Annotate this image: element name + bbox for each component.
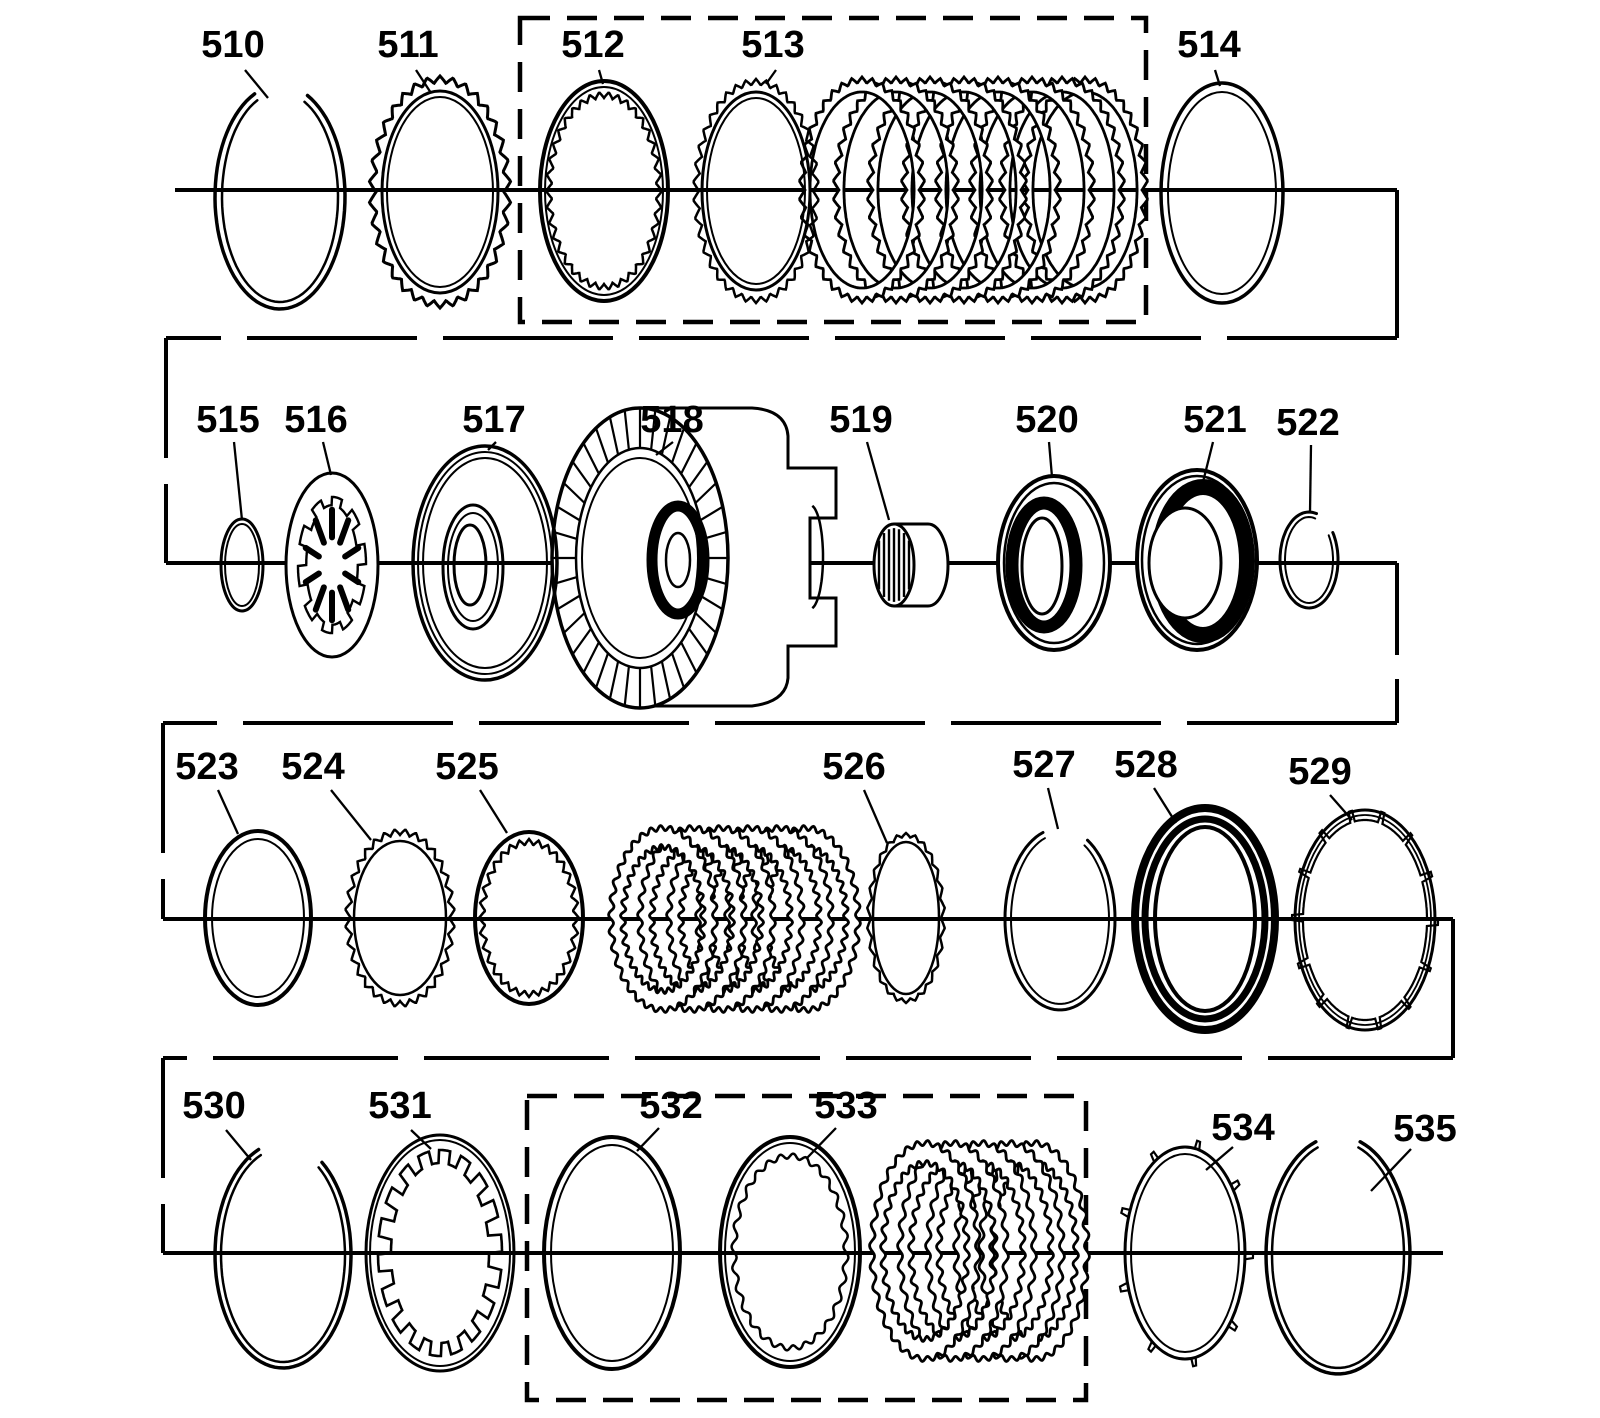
part-521-label: 521 xyxy=(1183,399,1247,441)
part-514-label: 514 xyxy=(1177,24,1241,66)
part-523-label: 523 xyxy=(175,746,239,788)
part-522-shape xyxy=(1285,517,1333,603)
part-535-shape xyxy=(1272,1148,1404,1368)
part-530-label: 530 xyxy=(182,1085,246,1127)
part-532-leader-line xyxy=(637,1128,659,1151)
part-511-label: 511 xyxy=(377,24,439,66)
part-516-leader-line xyxy=(323,442,331,475)
part-527-shape xyxy=(1011,838,1109,1004)
part-525-leader-line xyxy=(480,790,507,833)
part-526-label: 526 xyxy=(822,746,886,788)
part-527-leader-line xyxy=(1048,788,1058,829)
part-520-bore xyxy=(1022,518,1062,614)
part-510-label: 510 xyxy=(201,24,265,66)
part-510-shape xyxy=(215,94,345,309)
part-527-shape xyxy=(1005,833,1115,1010)
part-517-label: 517 xyxy=(462,399,526,441)
part-519-leader-line xyxy=(867,442,889,520)
part-530-leader-line xyxy=(226,1130,251,1160)
part-526-leader-line xyxy=(864,790,887,843)
part-518-hub xyxy=(666,533,690,587)
part-510-leader-line xyxy=(245,70,268,98)
part-530-shape xyxy=(215,1150,351,1369)
part-511-leader-line xyxy=(416,70,431,93)
part-528-label: 528 xyxy=(1114,744,1178,786)
part-516-label: 516 xyxy=(284,399,348,441)
part-521-bore xyxy=(1149,508,1221,618)
part-513-leader-line xyxy=(766,70,776,84)
part-528-leader-line xyxy=(1154,788,1176,823)
part-518-opening xyxy=(812,506,823,608)
part-534-label: 534 xyxy=(1211,1107,1275,1149)
part-515-label: 515 xyxy=(196,399,260,441)
part-522-leader-line xyxy=(1310,445,1311,513)
part-533-label: 533 xyxy=(814,1085,878,1127)
part-525-label: 525 xyxy=(435,746,499,788)
part-531-leader-line xyxy=(411,1130,431,1149)
part-512-label: 512 xyxy=(561,24,625,66)
part-517-shape xyxy=(443,505,503,629)
part-527-label: 527 xyxy=(1012,744,1076,786)
part-520-leader-line xyxy=(1049,442,1052,477)
part-531-label: 531 xyxy=(368,1085,432,1127)
part-514-shape xyxy=(1161,83,1283,303)
part-524-label: 524 xyxy=(281,746,345,788)
part-530-shape xyxy=(221,1155,345,1362)
part-535-label: 535 xyxy=(1393,1108,1457,1150)
part-535-shape xyxy=(1266,1142,1410,1374)
part-523-leader-line xyxy=(218,790,238,834)
part-522-shape xyxy=(1280,512,1338,608)
part-515-leader-line xyxy=(234,442,242,520)
part-520-label: 520 xyxy=(1015,399,1079,441)
part-514-shape xyxy=(1168,92,1276,294)
part-524-leader-line xyxy=(331,790,371,840)
part-510-shape xyxy=(222,100,338,302)
part-518-label: 518 xyxy=(640,399,704,441)
part-522-label: 522 xyxy=(1276,402,1340,444)
part-529-label: 529 xyxy=(1288,751,1352,793)
part-519-label: 519 xyxy=(829,399,893,441)
part-532-label: 532 xyxy=(639,1085,703,1127)
part-513-label: 513 xyxy=(741,24,805,66)
